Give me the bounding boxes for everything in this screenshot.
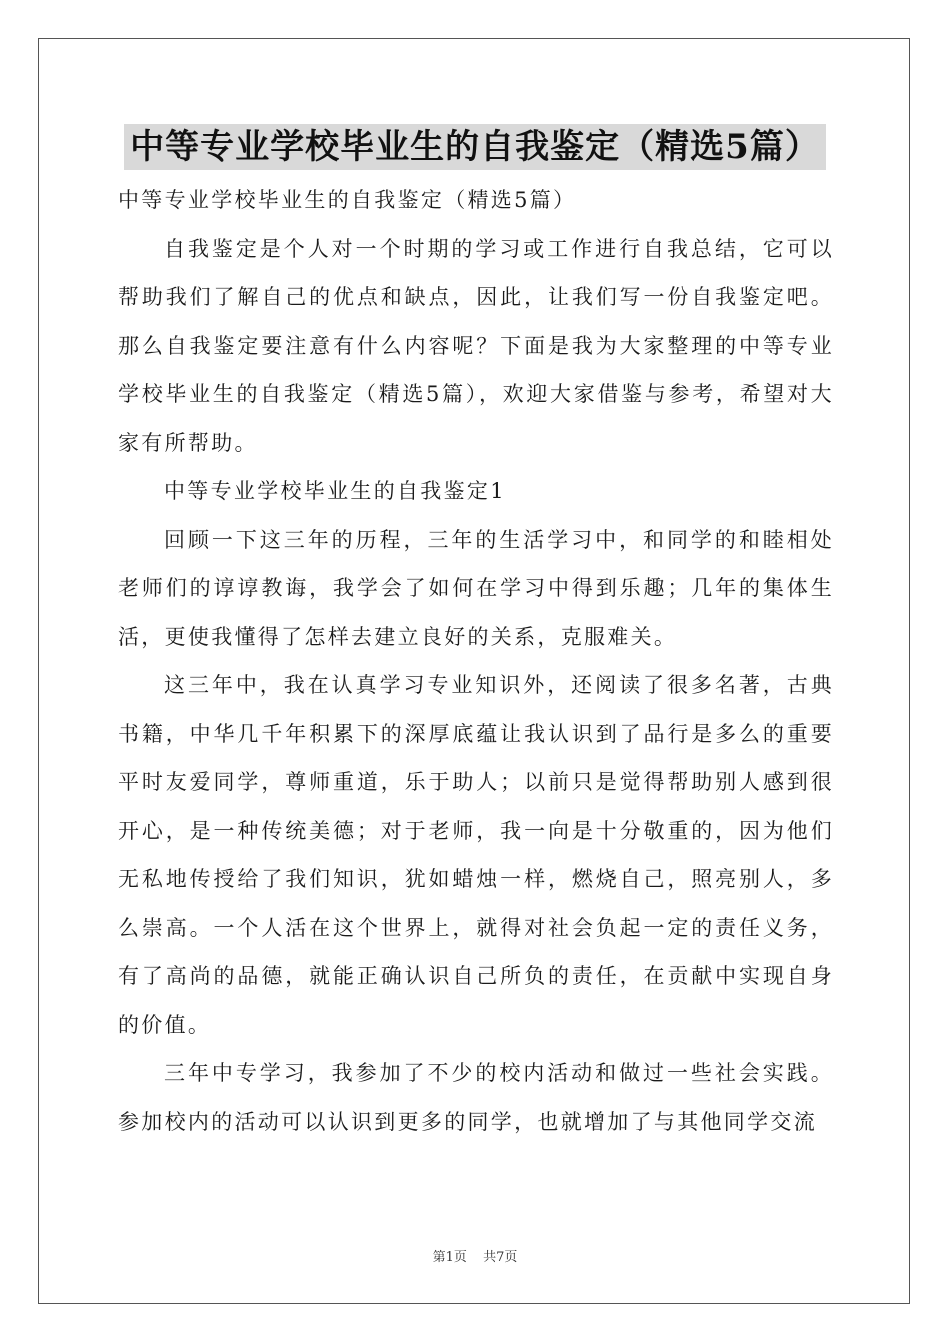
page-footer	[0, 1246, 950, 1265]
paragraph: 回顾一下这三年的历程，三年的生活学习中，和同学的和睦相处老师们的谆谆教诲，我学会了如何在学习中得到乐趣；几年的集体生活，更使我懂得了怎样去建立良好的关系，克服难关。	[118, 527, 834, 649]
document-subtitle: 中等专业学校毕业生的自我鉴定（精选5篇）	[118, 188, 577, 212]
paragraph-intro: 自我鉴定是个人对一个时期的学习或工作进行自我总结，它可以帮助我们了解自己的优点和缺点，因此，让我们写一份自我鉴定吧。那么自我鉴定要注意有什么内容呢？下面是我为大家整理的中等专业学校毕业生的自我鉴定（精选5篇），欢迎大家借鉴与参考，希望对大家有所帮助。	[118, 236, 834, 455]
page-total: 共7页	[483, 1250, 518, 1265]
section-heading: 中等专业学校毕业生的自我鉴定1	[164, 479, 506, 503]
paragraph: 这三年中，我在认真学习专业知识外，还阅读了很多名著，古典书籍，中华几千年积累下的深厚底蕴让我认识到了品行是多么的重要平时友爱同学，尊师重道，乐于助人；以前只是觉得帮助别人感到很开心，是一种传统美德；对于老师，我一向是十分敬重的，因为他们无私地传授给了我们知识，犹如蜡烛一样，燃烧自己，照亮别人，多么崇高。一个人活在这个世界上，就得对社会负起一定的责任义务，有了高尚的品德，就能正确认识自己所负的责任，在贡献中实现自身的价值。	[118, 673, 834, 1037]
page-number: 第1页	[432, 1250, 467, 1265]
document-body	[118, 176, 834, 1146]
title-wrap	[0, 124, 950, 170]
paragraph: 三年中专学习，我参加了不少的校内活动和做过一些社会实践。参加校内的活动可以认识到更多的同学，也就增加了与其他同学交流	[118, 1061, 834, 1134]
document-title: 中等专业学校毕业生的自我鉴定（精选5篇）	[124, 124, 826, 170]
